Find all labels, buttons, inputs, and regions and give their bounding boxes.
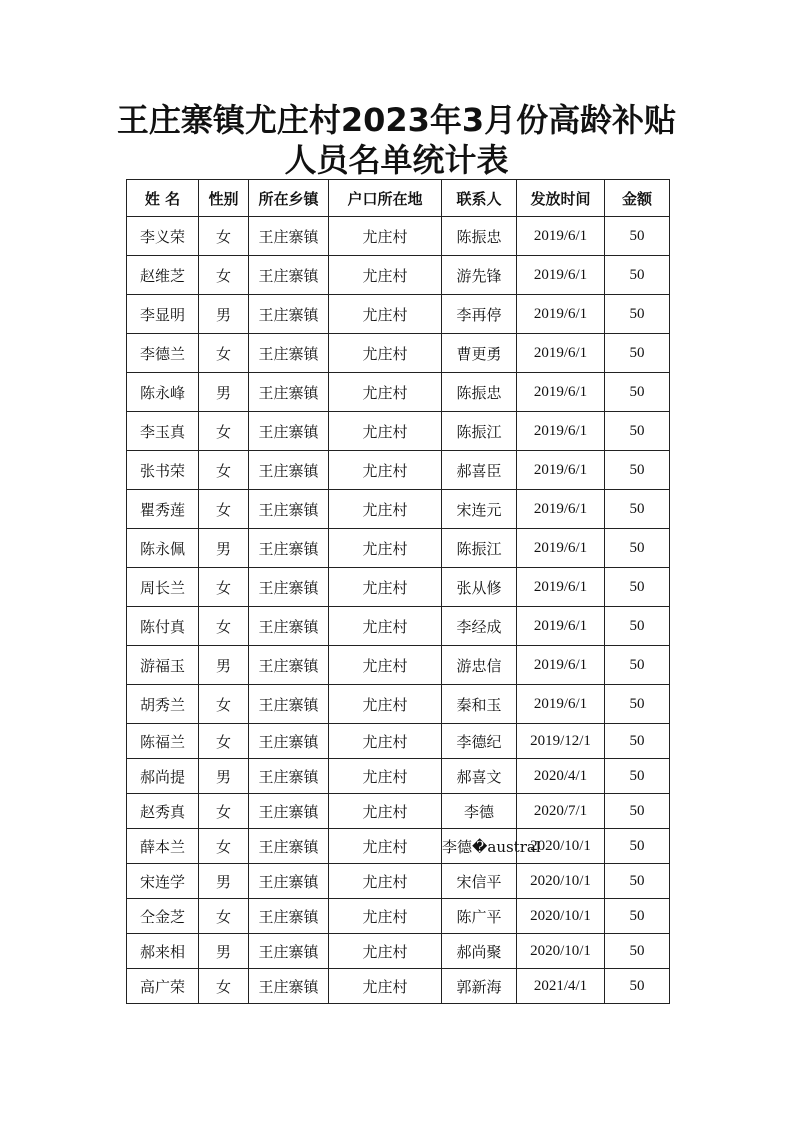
cell-amount: 50 — [605, 568, 670, 607]
table-header-row — [127, 180, 670, 217]
cell-hukou: 尤庄村 — [329, 334, 442, 373]
cell-gender: 男 — [199, 373, 249, 412]
cell-contact: 秦和玉 — [442, 685, 517, 724]
cell-date: 2021/4/1 — [517, 969, 605, 1004]
table-row — [127, 685, 670, 724]
cell-town: 王庄寨镇 — [249, 451, 329, 490]
cell-amount: 50 — [605, 217, 670, 256]
column-header-gender: 性别 — [199, 180, 249, 217]
cell-town: 王庄寨镇 — [249, 490, 329, 529]
table-row — [127, 490, 670, 529]
cell-contact: 李德�austral — [442, 829, 517, 864]
cell-gender: 女 — [199, 829, 249, 864]
cell-amount: 50 — [605, 529, 670, 568]
cell-gender: 女 — [199, 794, 249, 829]
cell-name: 郝尚提 — [127, 759, 199, 794]
table-row — [127, 529, 670, 568]
cell-gender: 男 — [199, 934, 249, 969]
cell-amount: 50 — [605, 899, 670, 934]
cell-name: 高广荣 — [127, 969, 199, 1004]
cell-contact: 陈振江 — [442, 412, 517, 451]
cell-date: 2019/6/1 — [517, 451, 605, 490]
table-row — [127, 724, 670, 759]
cell-town: 王庄寨镇 — [249, 724, 329, 759]
cell-hukou: 尤庄村 — [329, 412, 442, 451]
cell-contact: 游先锋 — [442, 256, 517, 295]
cell-date: 2019/6/1 — [517, 373, 605, 412]
cell-name: 郝来相 — [127, 934, 199, 969]
cell-amount: 50 — [605, 759, 670, 794]
cell-contact: 陈广平 — [442, 899, 517, 934]
cell-date: 2019/6/1 — [517, 490, 605, 529]
cell-name: 宋连学 — [127, 864, 199, 899]
cell-hukou: 尤庄村 — [329, 934, 442, 969]
cell-name: 张书荣 — [127, 451, 199, 490]
cell-contact: 曹更勇 — [442, 334, 517, 373]
cell-town: 王庄寨镇 — [249, 646, 329, 685]
cell-amount: 50 — [605, 794, 670, 829]
table-row — [127, 864, 670, 899]
column-header-contact: 联系人 — [442, 180, 517, 217]
cell-contact: 陈振忠 — [442, 373, 517, 412]
cell-town: 王庄寨镇 — [249, 256, 329, 295]
cell-contact: 陈振忠 — [442, 217, 517, 256]
cell-gender: 女 — [199, 490, 249, 529]
cell-amount: 50 — [605, 334, 670, 373]
cell-amount: 50 — [605, 607, 670, 646]
cell-amount: 50 — [605, 724, 670, 759]
cell-town: 王庄寨镇 — [249, 568, 329, 607]
cell-name: 仝金芝 — [127, 899, 199, 934]
cell-contact: 宋信平 — [442, 864, 517, 899]
cell-town: 王庄寨镇 — [249, 969, 329, 1004]
cell-amount: 50 — [605, 256, 670, 295]
cell-gender: 男 — [199, 646, 249, 685]
table-row — [127, 256, 670, 295]
cell-amount: 50 — [605, 412, 670, 451]
cell-amount: 50 — [605, 685, 670, 724]
page-title-line-2: 人员名单统计表 — [284, 141, 509, 179]
cell-name: 胡秀兰 — [127, 685, 199, 724]
cell-date: 2019/6/1 — [517, 217, 605, 256]
cell-name: 瞿秀莲 — [127, 490, 199, 529]
cell-contact: 游忠信 — [442, 646, 517, 685]
cell-gender: 男 — [199, 759, 249, 794]
cell-hukou: 尤庄村 — [329, 899, 442, 934]
cell-hukou: 尤庄村 — [329, 529, 442, 568]
table-row — [127, 217, 670, 256]
table-row — [127, 646, 670, 685]
table-row — [127, 829, 670, 864]
cell-contact: 张从修 — [442, 568, 517, 607]
cell-hukou: 尤庄村 — [329, 724, 442, 759]
cell-date: 2019/6/1 — [517, 607, 605, 646]
cell-name: 薛本兰 — [127, 829, 199, 864]
table-row — [127, 607, 670, 646]
cell-name: 游福玉 — [127, 646, 199, 685]
cell-town: 王庄寨镇 — [249, 864, 329, 899]
table-row — [127, 373, 670, 412]
cell-contact: 郝喜文 — [442, 759, 517, 794]
cell-contact: 宋连元 — [442, 490, 517, 529]
cell-date: 2020/4/1 — [517, 759, 605, 794]
cell-contact: 陈振江 — [442, 529, 517, 568]
cell-hukou: 尤庄村 — [329, 217, 442, 256]
cell-hukou: 尤庄村 — [329, 759, 442, 794]
cell-gender: 女 — [199, 568, 249, 607]
cell-gender: 女 — [199, 685, 249, 724]
cell-gender: 女 — [199, 899, 249, 934]
cell-town: 王庄寨镇 — [249, 829, 329, 864]
cell-town: 王庄寨镇 — [249, 529, 329, 568]
column-header-date: 发放时间 — [517, 180, 605, 217]
cell-amount: 50 — [605, 969, 670, 1004]
cell-contact: 李德纪 — [442, 724, 517, 759]
cell-date: 2019/6/1 — [517, 334, 605, 373]
column-header-hukou: 户口所在地 — [329, 180, 442, 217]
cell-date: 2019/6/1 — [517, 568, 605, 607]
table-row — [127, 568, 670, 607]
column-header-amount: 金额 — [605, 180, 670, 217]
cell-gender: 男 — [199, 529, 249, 568]
table-row — [127, 794, 670, 829]
cell-town: 王庄寨镇 — [249, 899, 329, 934]
cell-amount: 50 — [605, 451, 670, 490]
cell-hukou: 尤庄村 — [329, 646, 442, 685]
cell-gender: 女 — [199, 256, 249, 295]
cell-town: 王庄寨镇 — [249, 334, 329, 373]
cell-contact: 郝尚聚 — [442, 934, 517, 969]
cell-gender: 女 — [199, 451, 249, 490]
cell-town: 王庄寨镇 — [249, 607, 329, 646]
table-body — [127, 217, 670, 1004]
cell-date: 2020/10/1 — [517, 829, 605, 864]
cell-date: 2019/6/1 — [517, 412, 605, 451]
cell-date: 2019/6/1 — [517, 529, 605, 568]
cell-date: 2020/10/1 — [517, 899, 605, 934]
column-header-name: 姓 名 — [127, 180, 199, 217]
cell-date: 2019/6/1 — [517, 256, 605, 295]
cell-gender: 女 — [199, 969, 249, 1004]
cell-hukou: 尤庄村 — [329, 295, 442, 334]
cell-hukou: 尤庄村 — [329, 568, 442, 607]
cell-name: 陈永佩 — [127, 529, 199, 568]
cell-contact: 李再停 — [442, 295, 517, 334]
cell-date: 2019/12/1 — [517, 724, 605, 759]
cell-hukou: 尤庄村 — [329, 256, 442, 295]
cell-contact: 郭新海 — [442, 969, 517, 1004]
cell-hukou: 尤庄村 — [329, 451, 442, 490]
cell-name: 李玉真 — [127, 412, 199, 451]
cell-hukou: 尤庄村 — [329, 969, 442, 1004]
cell-name: 赵秀真 — [127, 794, 199, 829]
table-row — [127, 934, 670, 969]
cell-hukou: 尤庄村 — [329, 864, 442, 899]
cell-name: 陈永峰 — [127, 373, 199, 412]
table-row — [127, 451, 670, 490]
cell-date: 2019/6/1 — [517, 646, 605, 685]
cell-hukou: 尤庄村 — [329, 685, 442, 724]
cell-amount: 50 — [605, 829, 670, 864]
cell-gender: 男 — [199, 295, 249, 334]
column-header-town: 所在乡镇 — [249, 180, 329, 217]
cell-date: 2020/7/1 — [517, 794, 605, 829]
cell-town: 王庄寨镇 — [249, 295, 329, 334]
cell-amount: 50 — [605, 373, 670, 412]
cell-name: 陈付真 — [127, 607, 199, 646]
table-row — [127, 969, 670, 1004]
cell-gender: 女 — [199, 724, 249, 759]
cell-amount: 50 — [605, 490, 670, 529]
page-title-line-1: 王庄寨镇尤庄村2023年3月份高龄补贴 — [116, 101, 677, 139]
cell-date: 2020/10/1 — [517, 864, 605, 899]
cell-name: 李显明 — [127, 295, 199, 334]
cell-gender: 女 — [199, 412, 249, 451]
table-row — [127, 295, 670, 334]
cell-hukou: 尤庄村 — [329, 490, 442, 529]
cell-date: 2019/6/1 — [517, 295, 605, 334]
cell-town: 王庄寨镇 — [249, 759, 329, 794]
cell-town: 王庄寨镇 — [249, 412, 329, 451]
cell-name: 陈福兰 — [127, 724, 199, 759]
cell-town: 王庄寨镇 — [249, 934, 329, 969]
cell-date: 2020/10/1 — [517, 934, 605, 969]
cell-hukou: 尤庄村 — [329, 373, 442, 412]
cell-date: 2019/6/1 — [517, 685, 605, 724]
cell-town: 王庄寨镇 — [249, 685, 329, 724]
cell-amount: 50 — [605, 864, 670, 899]
cell-contact: 李经成 — [442, 607, 517, 646]
cell-gender: 女 — [199, 334, 249, 373]
cell-hukou: 尤庄村 — [329, 794, 442, 829]
table-row — [127, 334, 670, 373]
cell-name: 李德兰 — [127, 334, 199, 373]
subsidy-roster-table — [126, 179, 670, 1004]
cell-gender: 男 — [199, 864, 249, 899]
cell-name: 赵维芝 — [127, 256, 199, 295]
cell-hukou: 尤庄村 — [329, 607, 442, 646]
table-row — [127, 759, 670, 794]
cell-name: 李义荣 — [127, 217, 199, 256]
cell-town: 王庄寨镇 — [249, 373, 329, 412]
cell-amount: 50 — [605, 934, 670, 969]
cell-contact: 李德 — [442, 794, 517, 829]
cell-gender: 女 — [199, 607, 249, 646]
cell-amount: 50 — [605, 646, 670, 685]
cell-town: 王庄寨镇 — [249, 217, 329, 256]
cell-gender: 女 — [199, 217, 249, 256]
cell-amount: 50 — [605, 295, 670, 334]
cell-contact: 郝喜臣 — [442, 451, 517, 490]
cell-hukou: 尤庄村 — [329, 829, 442, 864]
table-row — [127, 412, 670, 451]
table-row — [127, 899, 670, 934]
cell-name: 周长兰 — [127, 568, 199, 607]
cell-town: 王庄寨镇 — [249, 794, 329, 829]
